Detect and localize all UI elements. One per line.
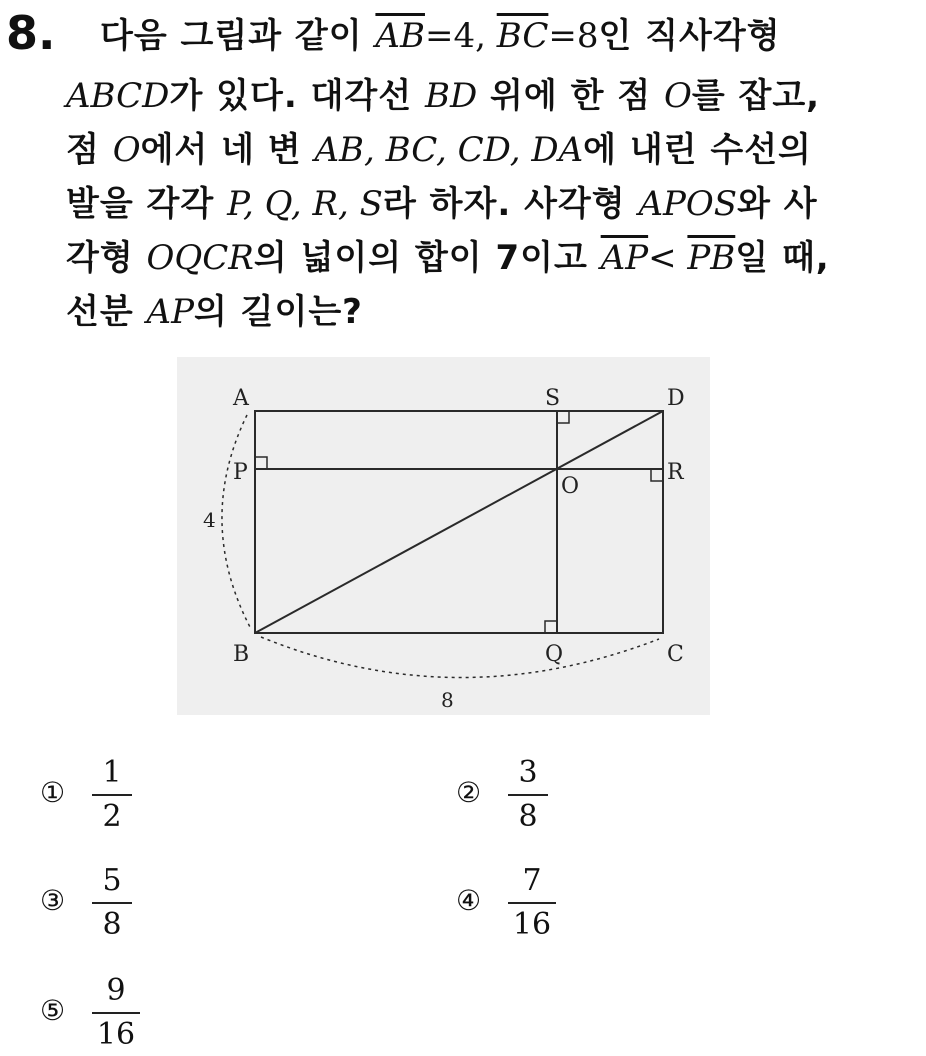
question-number: 8.: [6, 6, 56, 60]
math-run: AP: [146, 292, 194, 332]
label-p: P: [233, 460, 248, 485]
math-run: OQCR: [146, 238, 254, 278]
denominator: 8: [102, 907, 122, 942]
fraction: [92, 756, 132, 834]
choice-mark: ②: [456, 776, 482, 809]
label-q: Q: [545, 642, 564, 667]
choice-mark: ①: [40, 776, 66, 809]
math-run: $\overline{AB}$: [375, 16, 425, 56]
label-c: C: [667, 642, 684, 667]
numerator: 9: [106, 973, 126, 1008]
text-run: 각형: [66, 238, 147, 278]
question-line: [100, 12, 926, 60]
text-run: 를 잡고,: [691, 76, 821, 116]
math-run: AB, BC, CD, DA: [314, 130, 584, 170]
text-run: 의 넓이의 합이 7이고: [253, 238, 601, 278]
numerator: 3: [518, 755, 538, 790]
math-run: =8: [548, 16, 599, 56]
math-run: O: [663, 76, 692, 116]
math-run: O: [112, 130, 141, 170]
text-run: 점: [66, 130, 113, 170]
fraction: [508, 864, 556, 942]
numerator: 7: [522, 863, 542, 898]
text-run: 일 때,: [735, 238, 830, 278]
label-s: S: [545, 386, 561, 411]
math-run: $\overline{PB}$: [687, 238, 736, 278]
fraction: [92, 974, 140, 1052]
fraction: [92, 864, 132, 942]
label-a: A: [233, 386, 249, 411]
rectangle-figure: [177, 357, 710, 715]
denominator: 8: [518, 799, 538, 834]
question-line: [66, 72, 916, 120]
label-b: B: [233, 642, 250, 667]
text-run: 라 하자. 사각형: [382, 184, 639, 224]
text-run: 에서 네 변: [140, 130, 315, 170]
label-d: D: [667, 386, 685, 411]
choice-mark: ④: [456, 884, 482, 917]
text-run: 에 내린 수선의: [583, 130, 812, 170]
fraction: [508, 756, 548, 834]
question-line: [66, 234, 916, 282]
text-run: 의 길이는?: [193, 292, 363, 332]
denominator: 2: [102, 799, 122, 834]
math-run: =4,: [424, 16, 497, 56]
text-run: 위에 한 점: [477, 76, 664, 116]
math-run: P, Q, R, S: [227, 184, 383, 224]
question-line: [66, 180, 916, 228]
text-run: 가 있다. 대각선: [169, 76, 425, 116]
text-run: 발을 각각: [66, 184, 228, 224]
length-bc: 8: [441, 688, 454, 712]
choice-mark: ⑤: [40, 994, 66, 1027]
numerator: 1: [102, 755, 122, 790]
label-r: R: [667, 460, 684, 485]
question-line: [66, 126, 916, 174]
denominator: 16: [512, 907, 552, 942]
math-run: $\overline{AP}$: [600, 238, 649, 278]
math-run: $\overline{BC}$: [496, 16, 549, 56]
math-run: APOS: [638, 184, 738, 224]
denominator: 16: [96, 1017, 136, 1052]
length-ab: 4: [203, 508, 216, 532]
text-run: 인 직사각형: [598, 16, 781, 56]
numerator: 5: [102, 863, 122, 898]
text-run: 선분: [66, 292, 147, 332]
math-run: BD: [424, 76, 478, 116]
label-o: O: [561, 474, 580, 499]
question-line: [66, 288, 916, 336]
text-run: 와 사: [737, 184, 818, 224]
choice-mark: ③: [40, 884, 66, 917]
math-run: ABCD: [66, 76, 170, 116]
math-run: <: [648, 238, 688, 278]
text-run: 다음 그림과 같이: [100, 16, 376, 56]
